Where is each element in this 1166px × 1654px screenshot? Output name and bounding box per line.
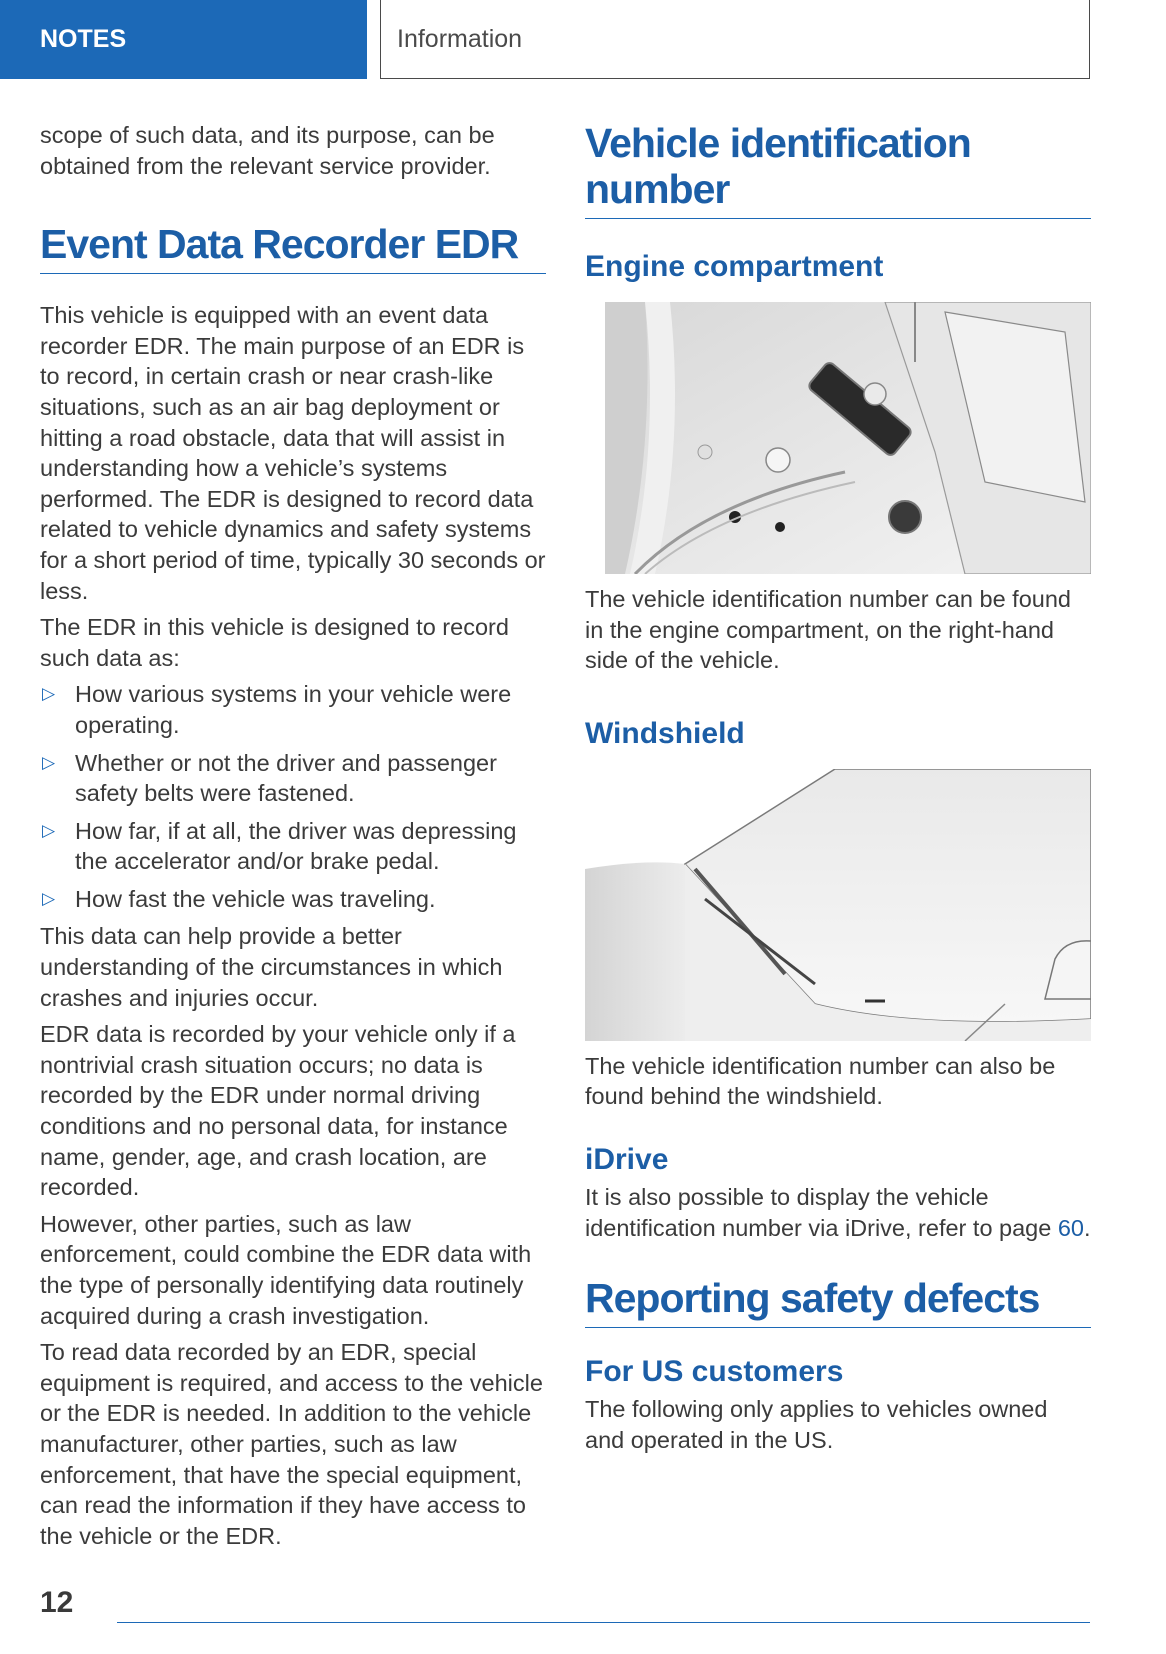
- footer-divider: [117, 1622, 1090, 1623]
- left-column: [40, 120, 546, 1557]
- list-item: ▷ How fast the vehicle was traveling.: [40, 884, 546, 915]
- us-customers-text: The following only applies to vehicles owned and operated in the US.: [585, 1396, 1048, 1453]
- edr-paragraph-6: To read data recorded by an EDR, special equipment is required, and access to the vehicle or the EDR is needed. In addition to the vehicle manufacturer, other parties, such as law enforcement, that have the special equipment, can read the information if they have access to the vehicle or the EDR.: [40, 1339, 543, 1549]
- triangle-right-icon: ▷: [42, 684, 56, 704]
- engine-compartment-text: The vehicle identification number can be found in the engine compartment, on the right-hand side of the vehicle.: [585, 586, 1071, 674]
- list-item: ▷ Whether or not the driver and passenger safety belts were fastened.: [42, 749, 497, 807]
- tab-notes[interactable]: NOTES: [0, 0, 367, 79]
- engine-compartment-heading: Engine compartment: [585, 250, 884, 283]
- page-number: 12: [40, 1586, 74, 1619]
- windshield-image: [585, 769, 1091, 1041]
- edr-paragraph-1: This vehicle is equipped with an event data recorder EDR. The main purpose of an EDR is to record, in certain crash or near crash-like situations, such as an air bag deployment or hitting a road obstacle, data that will assist in understanding how a vehicle’s systems performed. The EDR is designed to record data related to vehicle dynamics and safety systems for a short period of time, typically 30 seconds or less.: [40, 302, 546, 604]
- edr-paragraph-5: However, other parties, such as law enforcement, could combine the EDR data with the type of personally identifying data routinely acquired during a crash investigation.: [40, 1210, 532, 1329]
- idrive-period: .: [1084, 1214, 1091, 1241]
- triangle-right-icon: ▷: [42, 820, 56, 840]
- intro-paragraph: scope of such data, and its purpose, can be obtained from the relevant service provider.: [40, 122, 495, 179]
- triangle-right-icon: ▷: [42, 752, 56, 772]
- idrive-heading: iDrive: [585, 1142, 669, 1176]
- triangle-right-icon: ▷: [42, 888, 56, 908]
- list-item: ▷ How various systems in your vehicle were operating.: [42, 681, 512, 738]
- windshield-text: The vehicle identification number can also be found behind the windshield.: [585, 1052, 1056, 1110]
- page-60-link[interactable]: 60: [1057, 1214, 1084, 1241]
- edr-heading: Event Data Recorder EDR: [40, 221, 546, 274]
- for-us-customers-heading: For US customers: [585, 1355, 844, 1389]
- edr-paragraph-2: The EDR in this vehicle is designed to record such data as:: [40, 614, 509, 671]
- engine-compartment-image: [585, 302, 1091, 574]
- edr-paragraph-3: This data can help provide a better understanding of the circumstances in which crashes and injuries occur.: [40, 923, 503, 1011]
- idrive-description: It is also possible to display the vehicle identification number via iDrive, refer to page: [585, 1183, 1052, 1241]
- windshield-heading: Windshield: [585, 716, 745, 750]
- reporting-safety-defects-heading: Reporting safety defects: [585, 1275, 1091, 1328]
- list-item: ▷ How far, if at all, the driver was depressing the accelerator and/or brake pedal.: [42, 817, 517, 875]
- vin-heading: Vehicle identification number: [585, 120, 1091, 219]
- idrive-text: [585, 1182, 1091, 1243]
- edr-paragraph-4: EDR data is recorded by your vehicle only if a nontrivial crash situation occurs; no data is recorded by the EDR under normal driving conditions and no personal data, for instance name, gender, age, and crash location, are recorded.: [40, 1021, 516, 1201]
- tab-information[interactable]: Information: [380, 0, 1090, 79]
- edr-bullet-list: [40, 679, 546, 914]
- right-column: [585, 120, 1091, 1461]
